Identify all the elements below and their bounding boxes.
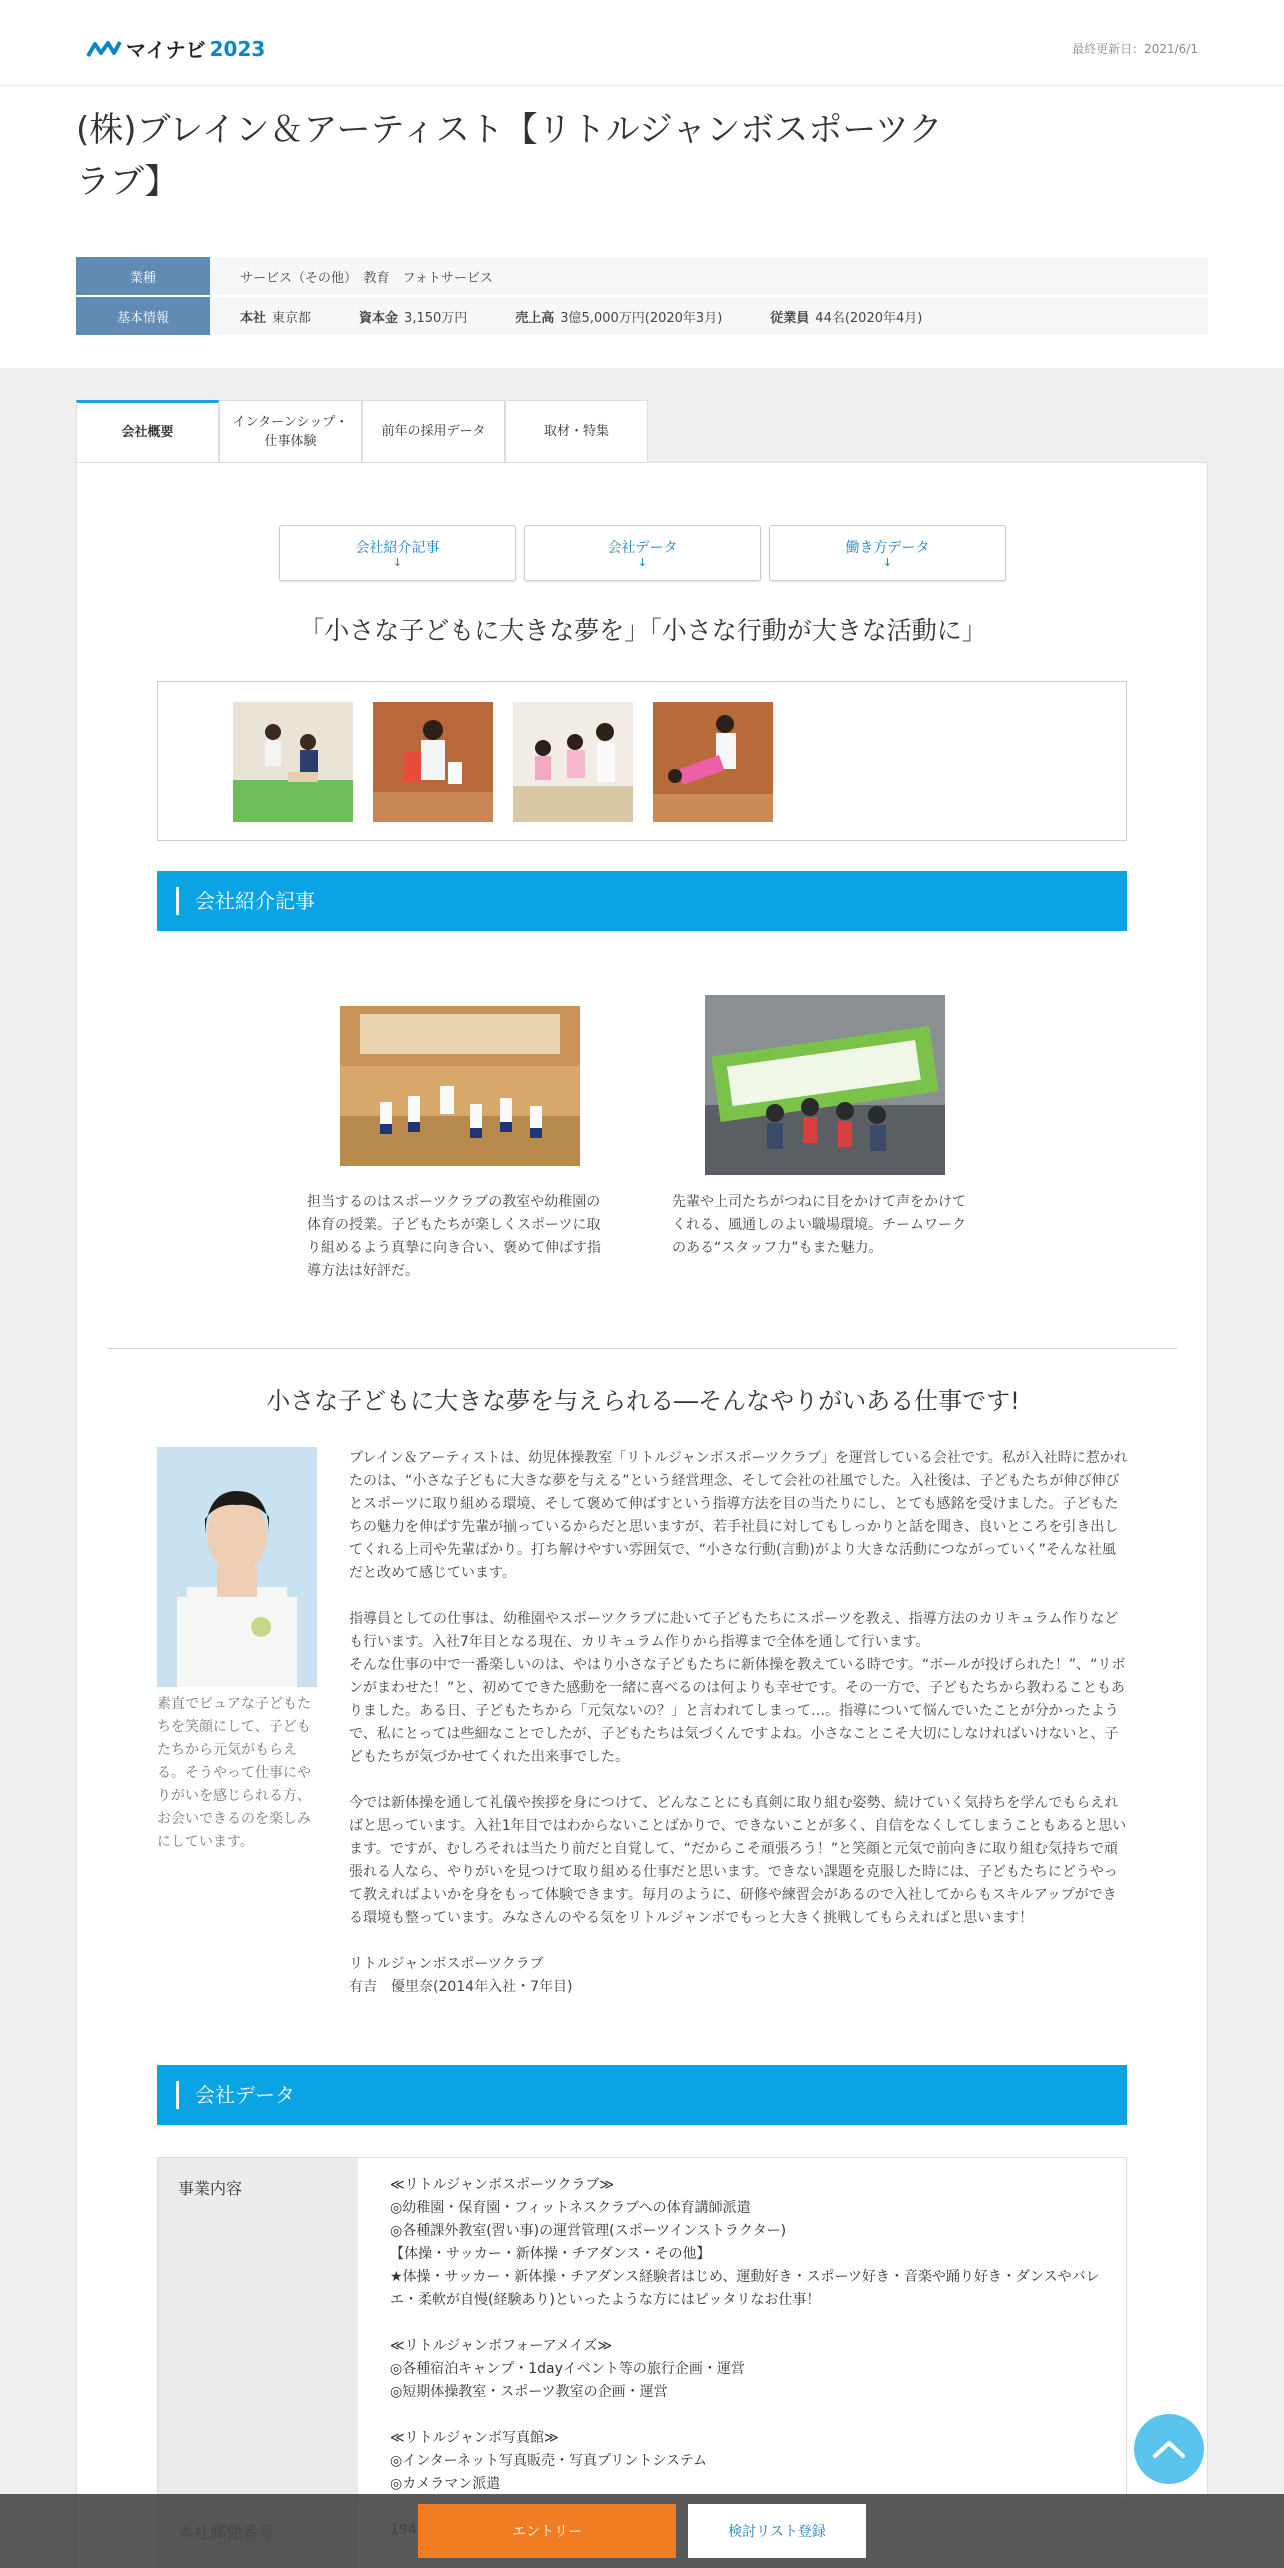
portrait-caption: 素直でピュアな子どもたちを笑顔にして、子どもたちから元気がもらえる。そうやって仕事にやりがいを感じられる方、お会いできるのを楽しみにしています。 [157,1696,311,1850]
last-updated: 最終更新日：2021/6/1 [1072,42,1198,56]
anchor-article-label: 会社紹介記事 [355,540,440,556]
capital-value: 3,150万円 [404,310,468,326]
industry-value: サービス（その他） 教育 フォトサービス [240,270,493,286]
logo-year: 2023 [209,36,266,61]
down-arrow-icon: ↓ [882,556,893,569]
site-header [0,0,1284,86]
section-divider [107,1348,1177,1349]
anchor-workstyle-label: 働き方データ [845,540,930,556]
tab-recruitment-data[interactable]: 前年の採用データ [362,400,505,462]
capital-label: 資本金 [359,310,399,326]
section-header-data [157,2065,1127,2125]
company-title: (株)ブレイン＆アーティスト【リトルジャンボスポーツクラブ】 [76,110,943,202]
tab-features[interactable]: 取材・特集 [505,400,648,462]
anchor-links [279,525,1006,581]
sales-label: 売上高 [515,310,555,326]
story-body [349,1447,1129,2022]
anchor-data-button[interactable] [524,525,761,581]
basic-info-label: 基本情報 [76,297,210,335]
chevron-up-icon [1152,2439,1186,2459]
section-data-title: 会社データ [195,2083,295,2107]
hq-value: 東京都 [272,310,312,326]
anchor-article-button[interactable] [279,525,516,581]
employees-value: 44名(2020年4月) [815,310,923,326]
hq-label: 本社 [240,310,267,326]
basic-info-values [210,297,952,335]
section-header-article [157,871,1127,931]
tab-internship[interactable]: インターンシップ・ 仕事体験 [219,400,362,462]
story-title: 小さな子どもに大きな夢を与えられる―そんなやりがいある仕事です! [266,1387,1020,1415]
company-overview-panel [76,462,1208,2568]
industry-label: 業種 [76,257,210,295]
story-paragraph-2: 指導員としての仕事は、幼稚園やスポーツクラブに赴いて子どもたちにスポーツを教え、指導方法のカリキュラム作りなども行います。入社7年目となる現在、カリキュラム作りから指導まで全体を通して行います。 そんな仕事の中で一番楽しいのは、やはり小さな子どもたちに新体操を教えている時です。“ボールが投げられた！”、“リボンがまわせた！”と、初めてできた感動を一緒に喜べるのは何よりも幸せです。その一方で、子どもたちから教わることもありました。ある日、子どもたちから「元気ないの？」と言われてしまって…。指導について悩んでいたことが分かったようで、私にとっては些細なことでしたが、子どもたちは気づくんですよね。小さなことこそ大切にしなければいけないと、子どもたちが気づかせてくれた出来事でした。 [349,1611,1126,1765]
gallery-photo-3[interactable] [513,702,633,822]
story-paragraph-1: ブレイン＆アーティストは、幼児体操教室「リトルジャンボスポーツクラブ」を運営している会社です。私が入社時に惹かれたのは、“小さな子どもに大きな夢を与える”という経営理念、そして会社の社風でした。入社後は、子どもたちが伸び伸びとスポーツに取り組める環境、そして褒めて伸ばすという指導方法を目の当たりにし、とても感銘を受けました。子どもたちの魅力を伸ばす先輩が揃っているからだと思いますが、若手社員に対してもしっかりと話を聞き、良いところを引き出してくれる上司や先輩ばかり。打ち解けやすい雰囲気で、“小さな行動(言動)がより大きな活動につながっていく”そんな社風だと改めて感じています。 [349,1450,1128,1581]
add-to-list-button[interactable]: 検討リスト登録 [688,2504,866,2558]
mynavi-logo-icon [86,38,122,60]
anchor-workstyle-button[interactable] [769,525,1006,581]
mynavi-logo[interactable] [86,34,265,63]
basic-info-table [76,257,1208,337]
industry-row [76,257,1208,295]
tab-bar [76,400,648,462]
article-caption-2: 先輩や上司たちがつねに目をかけて声をかけてくれる、風通しのよい職場環境。チームワークのある“スタッフ力”もまた魅力。 [672,1194,966,1256]
bottom-action-bar [0,2494,1284,2568]
anchor-data-label: 会社データ [607,540,678,556]
down-arrow-icon: ↓ [637,556,648,569]
basic-info-row [76,297,1208,335]
employees-label: 従業員 [770,310,810,326]
catch-copy: 「小さな子どもに大きな夢を」「小さな行動が大きな活動に」 [299,616,987,645]
story-paragraph-3: 今では新体操を通して礼儀や挨拶を身につけて、どんなことにも真剣に取り組む姿勢、続けていく気持ちを学んでもらえればと思っています。入社1年目ではわからないことばかりで、できないことが多く、自信をなくしてしまうこともあると思います。ですが、むしろそれは当たり前だと自覚して、“だからこそ頑張ろう！”と笑顔と元気で前向きに取り組む気持ちで頑張れる人なら、やりがいを見つけて取り組める仕事だと思います。できない課題を克服した時には、子どもたちにどうやって教えればよいかを身をもって体験できます。毎月のように、研修や練習会があるので入社してからもスキルアップができる環境も整っています。みなさんのやる気をリトルジャンボでもっと大きく挑戦してもらえればと思います！ [349,1795,1127,1926]
business-label: 事業内容 [178,2179,243,2198]
gallery-photo-2[interactable] [373,702,493,822]
article-photo-gym[interactable] [340,1006,580,1166]
story-signature: リトルジャンボスポーツクラブ 有吉 優里奈(2014年入社・7年目) [349,1956,573,1995]
entry-button[interactable]: エントリー [418,2504,676,2558]
employee-portrait [157,1447,317,1687]
business-value: ≪リトルジャンボスポーツクラブ≫ ◎幼稚園・保育園・フィットネスクラブへの体育講師派遣 ◎各種課外教室(習い事)の運営管理(スポーツインストラクター) 【体操・サッカー・新体操・チアダンス・その他】 ★体操・サッカー・新体操・チアダンス経験者はじめ、運動好き・スポーツ好き・音楽や踊り好き・ダンスやバレエ・柔軟が自慢(経験あり)といったような方にはピッタリなお仕事！ ≪リトルジャンボフォーアメイズ≫ ◎各種宿泊キャンプ・1dayイベント等の旅行企画・運営 ◎短期体操教室・スポーツ教室の企画・運営 ≪リトルジャンボ写真館≫ ◎インターネット写真販売・写真プリントシステム ◎カメラマン派遣 [390,2177,1100,2492]
article-caption-1: 担当するのはスポーツクラブの教室や幼稚園の体育の授業。子どもたちが楽しくスポーツに取り組めるよう真摯に向き合い、褒めて伸ばす指導方法は好評だ。 [307,1194,601,1279]
sales-value: 3億5,000万円(2020年3月) [560,310,723,326]
down-arrow-icon: ↓ [392,556,403,569]
gallery-photo-4[interactable] [653,702,773,822]
photo-gallery [157,681,1127,841]
logo-text: マイナビ [126,38,206,62]
article-photo-staff[interactable] [705,995,945,1175]
gallery-photo-1[interactable] [233,702,353,822]
tab-company-overview[interactable]: 会社概要 [76,400,219,462]
section-article-title: 会社紹介記事 [195,889,315,913]
scroll-to-top-button[interactable] [1134,2414,1204,2484]
